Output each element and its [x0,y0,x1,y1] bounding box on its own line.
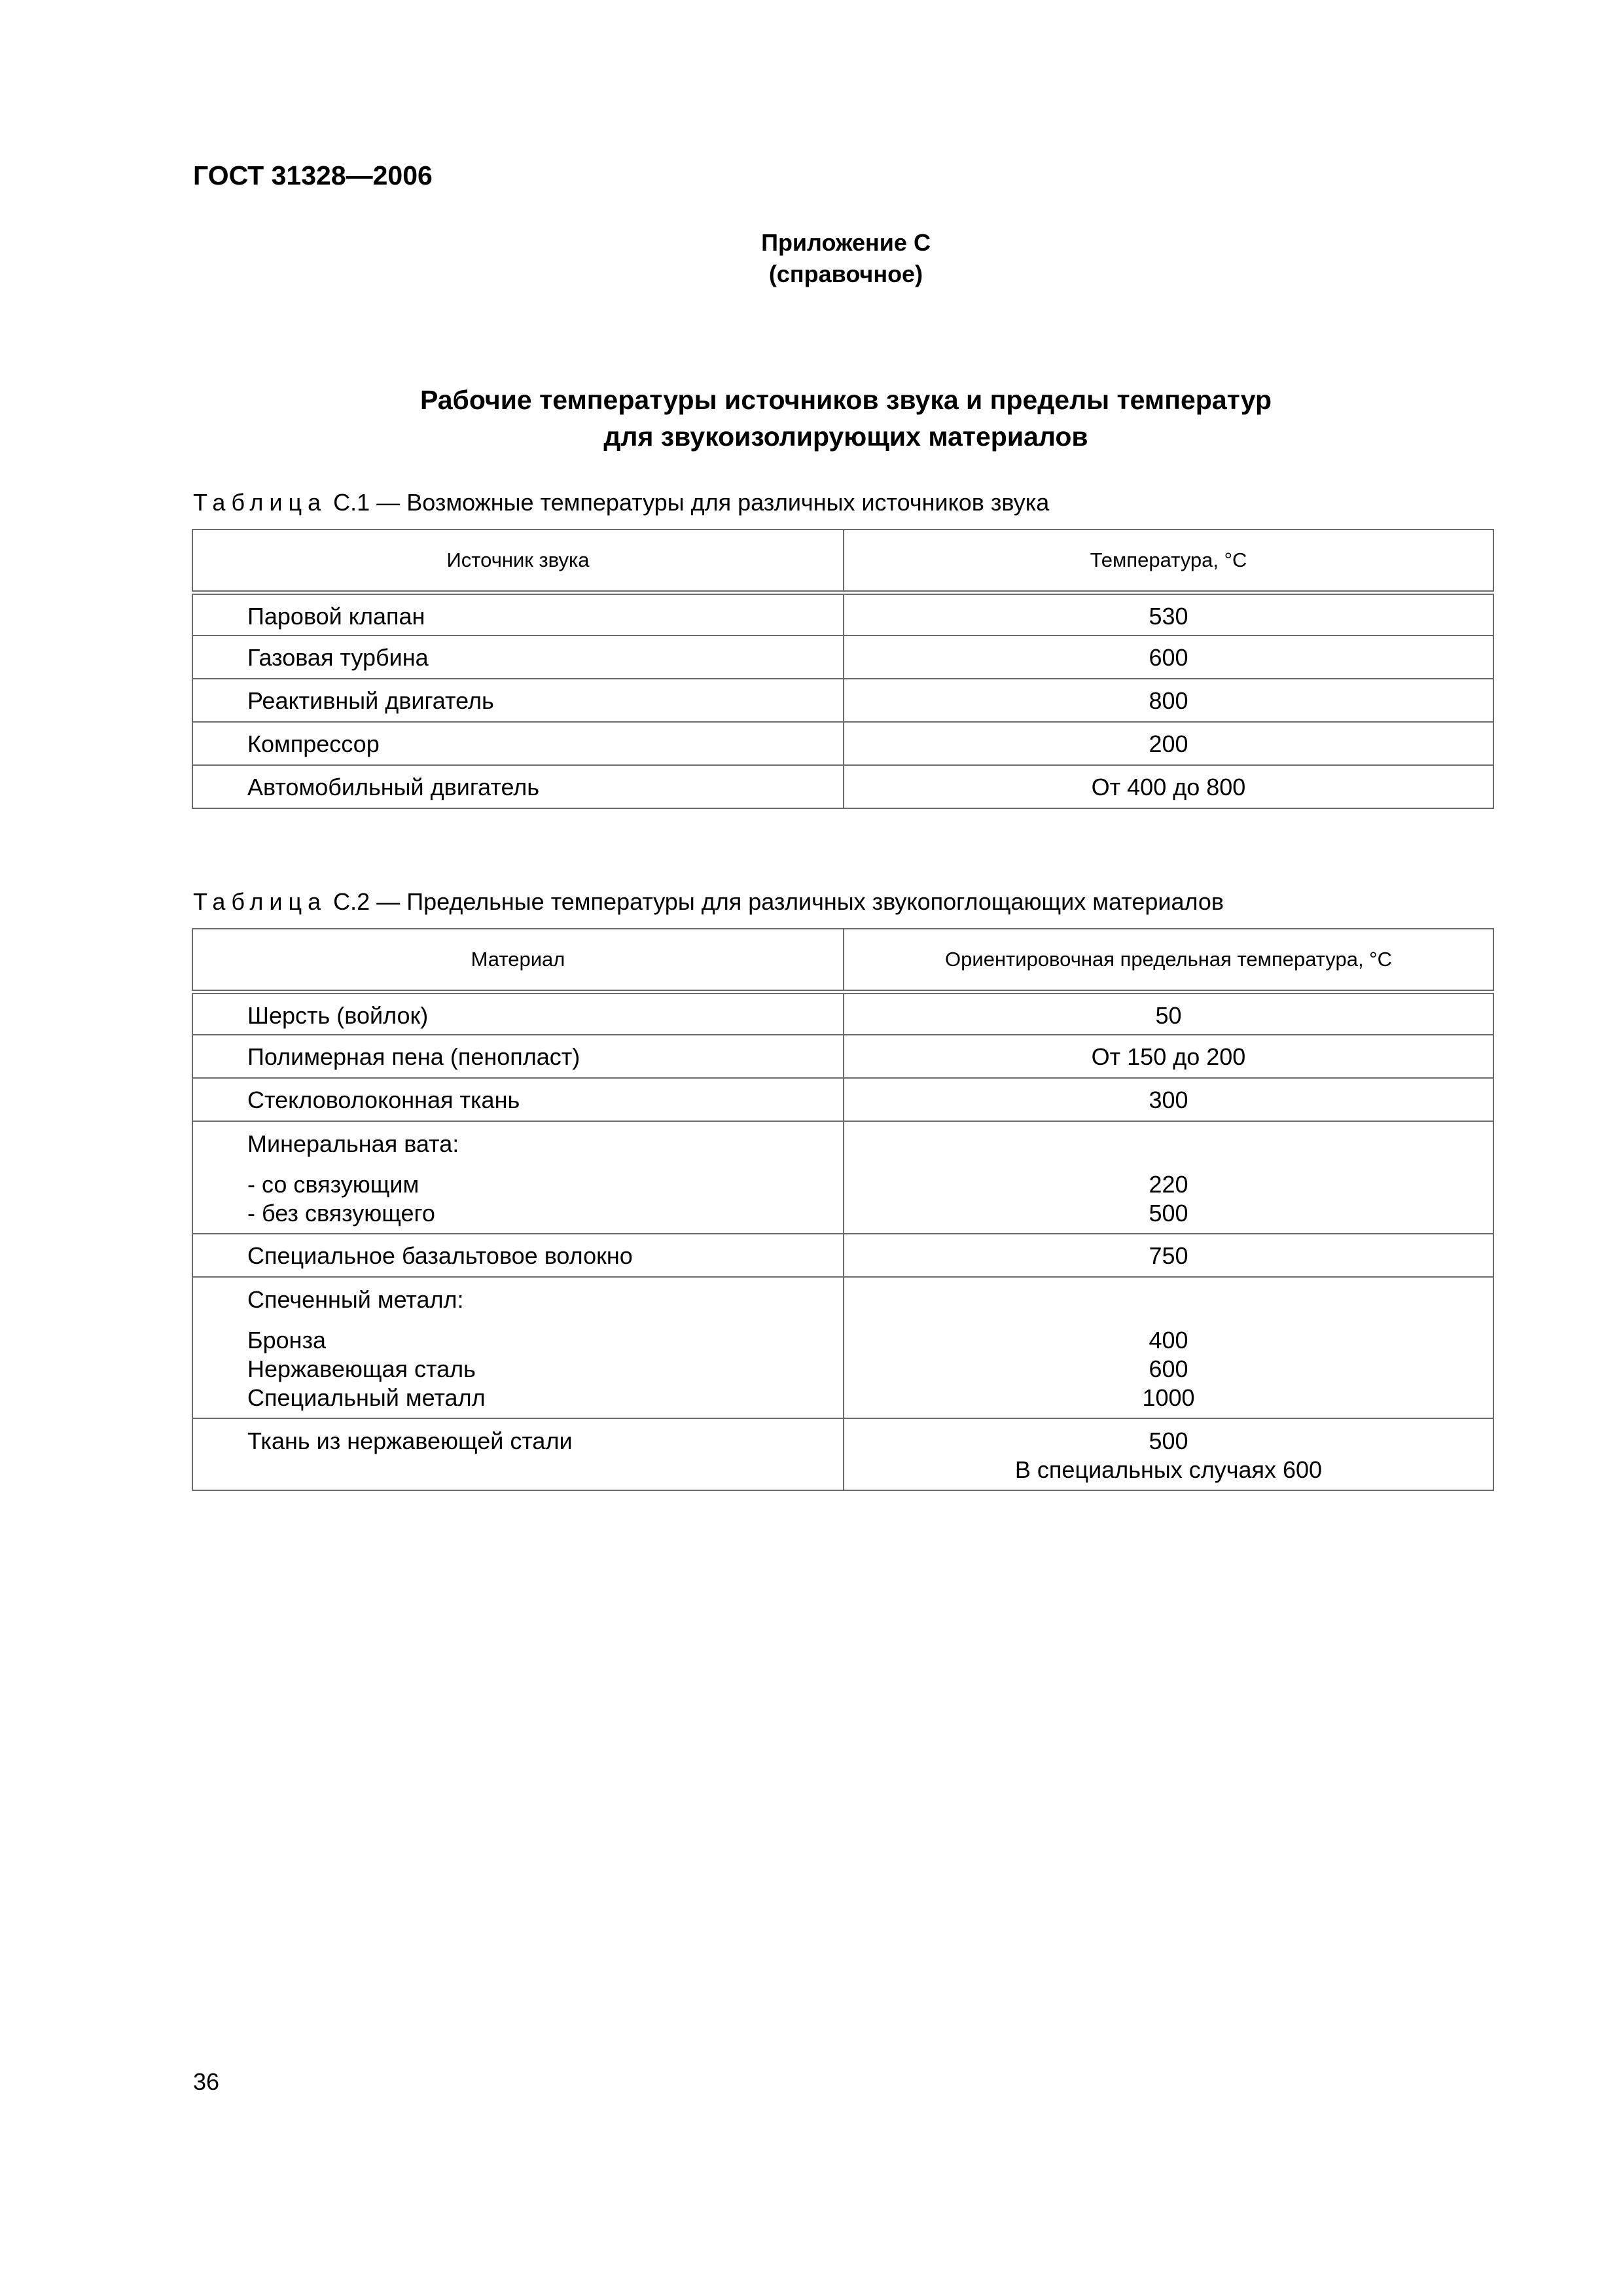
table-row [192,992,1493,1035]
table-c1 [192,529,1494,809]
cell-value [844,1121,1493,1234]
cell-value: От 400 до 800 [844,765,1493,808]
sub-item: - без связующего [247,1200,435,1227]
cell-name: Паровой клапан [192,592,844,636]
table-row [192,722,1493,765]
cell-name: Газовая турбина [192,636,844,679]
sub-value: 1000 [1142,1384,1195,1411]
cell-name: Реактивный двигатель [192,679,844,722]
cell-value: 200 [844,722,1493,765]
cell-name [192,1277,844,1418]
table-row [192,1234,1493,1277]
sub-value: 400 [1149,1327,1188,1354]
table-c1-caption [193,489,1049,516]
table-row [192,765,1493,808]
section-title-line1: Рабочие температуры источников звука и пределы температур [419,385,1272,415]
cell-value [844,1418,1493,1490]
cell-name: Шерсть (войлок) [192,992,844,1035]
table-row [192,636,1493,679]
caption-text: С.1 — Возможные температуры для различных источников звука [333,489,1050,516]
caption-prefix: Таблица [193,489,327,516]
appendix-title: Приложение С [761,229,931,256]
sub-item: Специальный металл [247,1384,486,1411]
group-label: Минеральная вата: [247,1130,459,1157]
sub-item: Бронза [247,1327,327,1354]
cell-name: Автомобильный двигатель [192,765,844,808]
cell-name: Стекловолоконная ткань [192,1078,844,1121]
cell-name: Полимерная пена (пенопласт) [192,1035,844,1078]
table-row [192,1121,1493,1234]
group-label: Спеченный металл: [247,1286,464,1313]
header-temperature: Температура, °С [844,529,1493,592]
appendix-subtitle: (справочное) [768,260,923,287]
cell-value: 530 [844,592,1493,636]
header-source: Источник звука [192,529,844,592]
table-header-row [192,929,1493,992]
cell-name: Компрессор [192,722,844,765]
table-row [192,592,1493,636]
cell-name: Специальное базальтовое волокно [192,1234,844,1277]
section-title-line2: для звукоизолирующих материалов [603,422,1088,452]
table-row [192,1277,1493,1418]
row-label: Ткань из нержавеющей стали [247,1427,573,1454]
header-material: Материал [192,929,844,992]
table-c2-caption [193,888,1224,916]
cell-value [844,1277,1493,1418]
table-row [192,1418,1493,1490]
sub-value: 500 [1149,1200,1188,1227]
sub-value: 220 [1149,1171,1188,1198]
caption-text: С.2 — Предельные температуры для различных звукопоглощающих материалов [333,888,1224,915]
header-limit-temperature: Ориентировочная предельная температура, °С [844,929,1493,992]
page-number: 36 [193,2068,220,2095]
table-header-row [192,529,1493,592]
document-id: ГОСТ 31328—2006 [193,160,433,190]
caption-prefix: Таблица [193,888,327,915]
sub-item: - со связующим [247,1171,419,1198]
cell-name [192,1418,844,1490]
cell-value: 600 [844,636,1493,679]
sub-item: Нержавеющая сталь [247,1355,476,1382]
cell-name [192,1121,844,1234]
table-c2 [192,928,1494,1491]
table-row [192,1035,1493,1078]
cell-value: От 150 до 200 [844,1035,1493,1078]
sub-value: 500 [1149,1427,1188,1454]
sub-value: 600 [1149,1355,1188,1382]
cell-value: 50 [844,992,1493,1035]
cell-value: 300 [844,1078,1493,1121]
cell-value: 800 [844,679,1493,722]
table-row [192,679,1493,722]
cell-value: 750 [844,1234,1493,1277]
table-row [192,1078,1493,1121]
sub-value: В специальных случаях 600 [1014,1456,1323,1483]
